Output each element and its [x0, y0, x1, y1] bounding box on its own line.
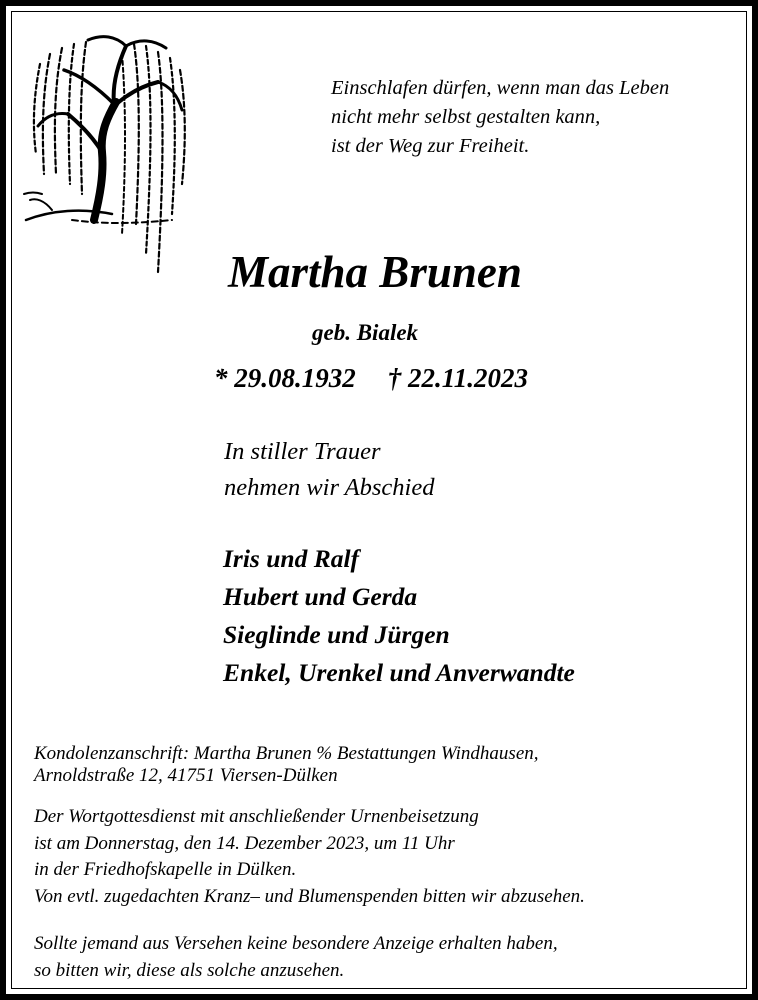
notice-line: Sollte jemand aus Versehen keine besondere Anzeige erhalten haben, [34, 933, 558, 954]
service-line: in der Friedhofskapelle in Dülken. [34, 859, 297, 880]
condolence-line: Arnoldstraße 12, 41751 Viersen-Dülken [34, 765, 338, 786]
death-date: † 22.11.2023 [387, 363, 529, 393]
funeral-service-info [34, 804, 585, 910]
maiden-name: geb. Bialek [312, 320, 419, 345]
family-line: Hubert und Gerda [223, 582, 418, 611]
mourning-text [224, 434, 435, 506]
quote-line: ist der Weg zur Freiheit. [331, 135, 530, 157]
service-line: Von evtl. zugedachten Kranz– und Blumenspenden bitten wir abzusehen. [34, 885, 585, 907]
service-line: Der Wortgottesdienst mit anschließender Urnenbeisetzung [34, 806, 479, 827]
family-line: Iris und Ralf [223, 544, 360, 573]
epigraph-quote [331, 74, 669, 161]
notice-text [34, 930, 558, 984]
family-line: Sieglinde und Jürgen [223, 620, 450, 649]
bereaved-family [223, 540, 575, 692]
quote-line: Einschlafen dürfen, wenn man das Leben [331, 77, 670, 99]
weeping-willow-icon [22, 24, 190, 280]
family-line: Enkel, Urenkel und Anverwandte [223, 658, 575, 687]
deceased-name: Martha Brunen [228, 247, 522, 297]
birth-date: * 29.08.1932 [214, 363, 356, 393]
quote-line: nicht mehr selbst gestalten kann, [331, 106, 601, 128]
condolence-line: Kondolenzanschrift: Martha Brunen % Bestattungen Windhausen, [34, 743, 539, 764]
mourning-line: In stiller Trauer [224, 438, 381, 465]
condolence-address [34, 743, 539, 787]
notice-line: so bitten wir, diese als solche anzusehen. [34, 960, 345, 981]
life-dates [214, 360, 528, 396]
service-line: ist am Donnerstag, den 14. Dezember 2023, um 11 Uhr [34, 832, 455, 854]
mourning-line: nehmen wir Abschied [224, 474, 435, 501]
